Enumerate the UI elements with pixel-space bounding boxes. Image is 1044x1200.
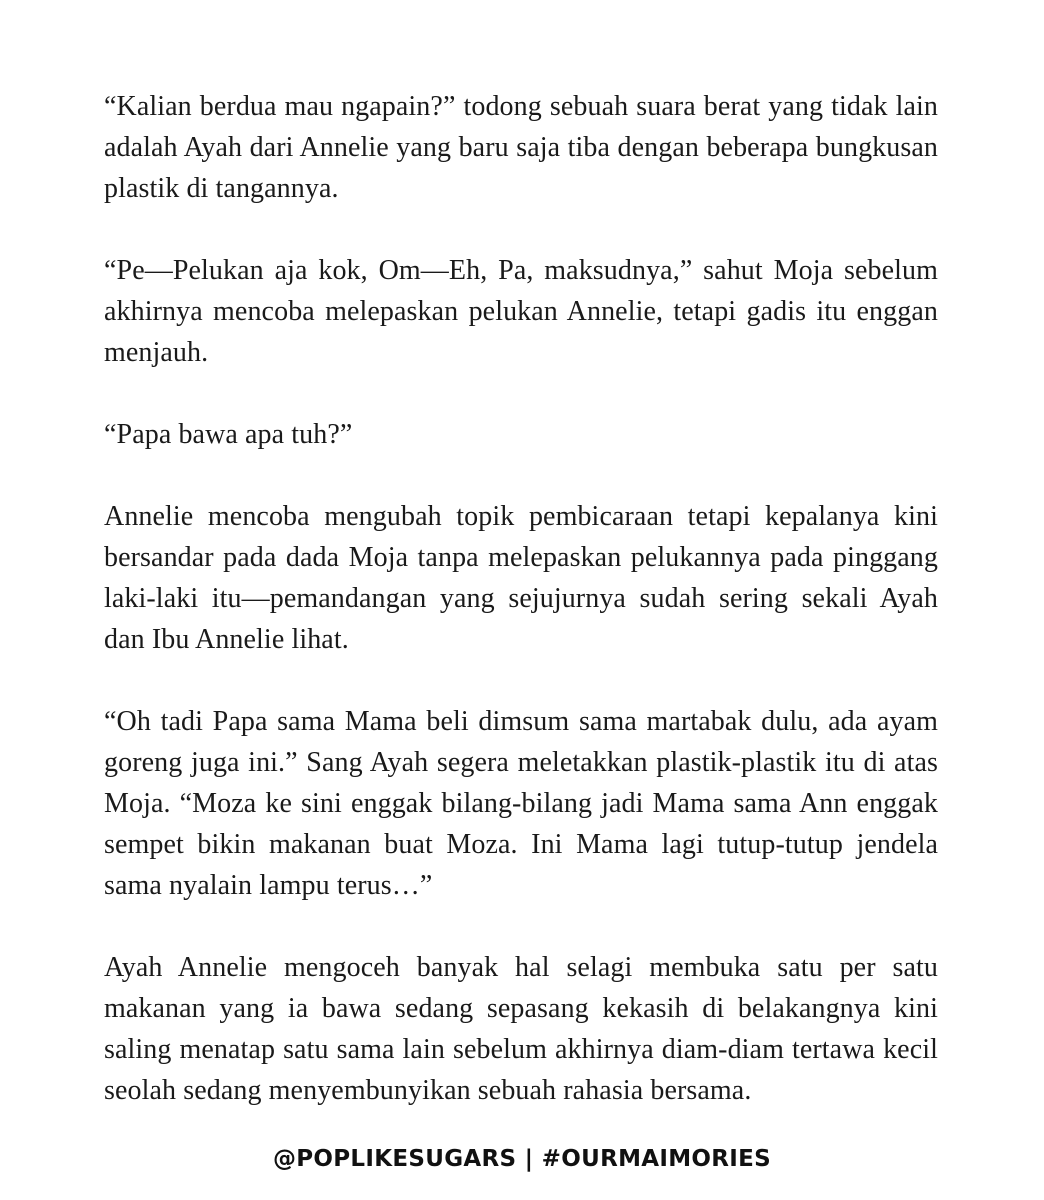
footer-credit: @POPLIKESUGARS | #OURMAIMORIES xyxy=(272,1146,772,1172)
paragraph-4: Annelie mencoba mengubah topik pembicaraan tetapi kepalanya kini bersandar pada dada Moja tanpa melepaskan pelukannya pada pinggang laki-laki itu—pemandangan yang sejujurnya sudah sering sekali Ayah dan Ibu Annelie lihat. xyxy=(104,501,938,655)
paragraph-2: “Pe—Pelukan aja kok, Om—Eh, Pa, maksudnya,” sahut Moja sebelum akhirnya mencoba melepaskan pelukan Annelie, tetapi gadis itu enggan menjauh. xyxy=(104,255,938,368)
paragraph-6: Ayah Annelie mengoceh banyak hal selagi membuka satu per satu makanan yang ia bawa sedang sepasang kekasih di belakangnya kini saling menatap satu sama lain sebelum akhirnya diam-diam tertawa kecil seolah sedang menyembunyikan sebuah rahasia bersama. xyxy=(104,952,938,1106)
paragraph-1: “Kalian berdua mau ngapain?” todong sebuah suara berat yang tidak lain adalah Ayah dari Annelie yang baru saja tiba dengan beberapa bungkusan plastik di tangannya. xyxy=(104,91,938,204)
story-text xyxy=(104,86,938,1152)
paragraph-5: “Oh tadi Papa sama Mama beli dimsum sama martabak dulu, ada ayam goreng juga ini.” Sang Ayah segera meletakkan plastik-plastik itu di atas Moja. “Moza ke sini enggak bilang-bilang jadi Mama sama Ann enggak sempet bikin makanan buat Moza. Ini Mama lagi tutup-tutup jendela sama nyalain lampu terus…” xyxy=(104,706,938,901)
paragraph-3: “Papa bawa apa tuh?” xyxy=(104,419,353,450)
